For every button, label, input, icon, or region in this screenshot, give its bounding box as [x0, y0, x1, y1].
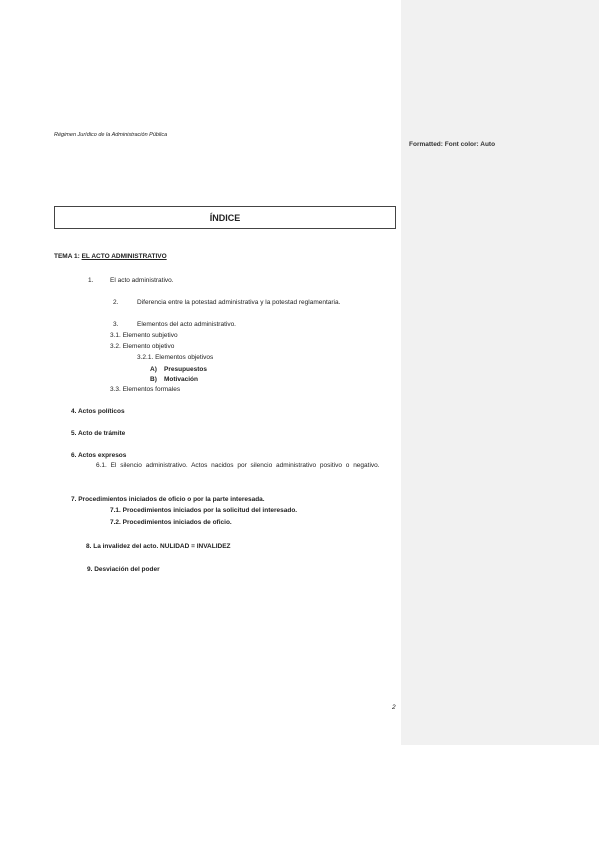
item1-text: El acto administrativo.: [110, 277, 174, 284]
item3-2-1-a-label: A): [150, 366, 157, 373]
item3-text: Elementos del acto administrativo.: [137, 321, 236, 328]
comment-pane: [401, 0, 599, 745]
item3-3: 3.3. Elementos formales: [110, 386, 181, 393]
item3-1: 3.1. Elemento subjetivo: [110, 332, 178, 339]
item3-2-1-a-text: Presupuestos: [164, 366, 207, 373]
tema-prefix: TEMA 1:: [54, 253, 82, 260]
page-number: 2: [392, 704, 396, 711]
item4: 4. Actos políticos: [71, 408, 125, 415]
item3-2-1-b-text: Motivación: [164, 376, 198, 383]
index-title-box: [54, 206, 396, 229]
item6: 6. Actos expresos: [71, 452, 127, 459]
item7-1: 7.1. Procedimientos iniciados por la solicitud del interesado.: [110, 507, 298, 514]
item3-2-1: 3.2.1. Elementos objetivos: [137, 354, 214, 361]
item9: 9. Desviación del poder: [87, 566, 160, 573]
tema-heading: [54, 254, 167, 261]
item3-2: 3.2. Elemento objetivo: [110, 343, 175, 350]
tema-title: EL ACTO ADMINISTRATIVO: [81, 253, 167, 260]
item5: 5. Acto de trámite: [71, 430, 126, 437]
item2-number: 2.: [113, 299, 119, 306]
index-title: ÍNDICE: [209, 212, 241, 223]
item6-1: 6.1. El silencio administrativo. Actos nacidos por silencio administrativo positivo o negativo.: [96, 462, 380, 469]
item3-2-1-b-label: B): [150, 376, 157, 383]
item7: 7. Procedimientos iniciados de oficio o por la parte interesada.: [71, 496, 265, 503]
item7-2: 7.2. Procedimientos iniciados de oficio.: [110, 519, 232, 526]
item8: 8. La invalidez del acto. NULIDAD = INVALIDEZ: [86, 543, 231, 550]
item3-number: 3.: [113, 321, 119, 328]
item2-text: Diferencia entre la potestad administrativa y la potestad reglamentaria.: [137, 299, 341, 306]
item1-number: 1.: [88, 277, 94, 284]
comment-label: Formatted: Font color: Auto: [409, 141, 496, 148]
running-header: Régimen Jurídico de la Administración Pública: [54, 132, 168, 138]
